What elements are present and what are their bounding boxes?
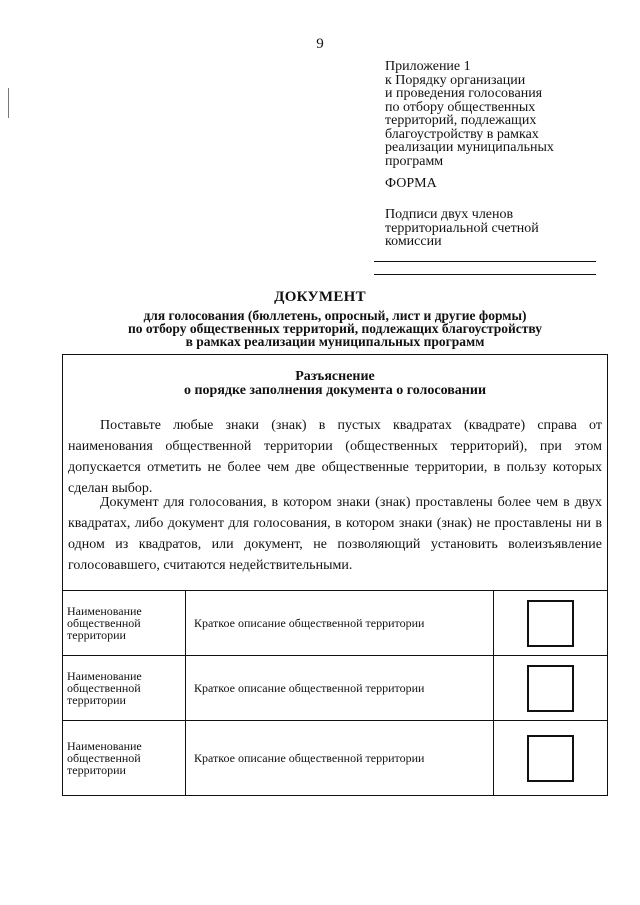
appendix-line: реализации муниципальных: [385, 140, 554, 155]
ballot-table: [62, 590, 608, 796]
territory-name-cell: [63, 656, 186, 721]
signatures-line: комиссии: [385, 234, 442, 249]
appendix-line: благоустройству в рамках: [385, 126, 539, 142]
territory-name-line: Наименование: [67, 604, 142, 618]
explanation-title: [62, 370, 608, 398]
territory-name-cell: [63, 591, 186, 656]
explanation-title-line: Разъяснение: [295, 369, 375, 384]
territory-name-line: общественной: [67, 681, 141, 695]
territory-description-cell: Краткое описание общественной территории: [186, 721, 494, 796]
vote-box-cell: [494, 591, 608, 656]
appendix-line: к Порядку организации: [385, 72, 526, 88]
form-label: ФОРМА: [385, 176, 437, 191]
signature-line-2[interactable]: [374, 274, 596, 275]
vote-checkbox[interactable]: [527, 600, 574, 647]
appendix-line: Приложение 1: [385, 59, 471, 74]
signatures-line: Подписи двух членов: [385, 207, 514, 222]
page-number: 9: [316, 36, 324, 52]
territory-description-cell: Краткое описание общественной территории: [186, 656, 494, 721]
appendix-header: [385, 60, 615, 168]
explanation-paragraph-2: Документ для голосования, в котором знаки (знак) проставлены более чем в двух квадратах, либо документ для голосования, в котором знаки (знак) не проставлены ни в одном из квадратов, или документ, не позволяющий установить волеизъявление голосовавшего, считаются недействительными.: [68, 495, 602, 573]
document-subtitle-line: для голосования (бюллетень, опросный, лист и другие формы): [143, 308, 527, 323]
territory-name-line: Наименование: [67, 739, 142, 753]
territory-name-line: территории: [67, 628, 126, 642]
territory-name-line: территории: [67, 693, 126, 707]
document-subtitle-line: в рамках реализации муниципальных программ: [185, 334, 485, 349]
vote-checkbox[interactable]: [527, 735, 574, 782]
appendix-line: программ: [385, 153, 444, 169]
document-subtitle: [60, 309, 610, 348]
appendix-line: по отбору общественных: [385, 99, 536, 115]
territory-description-cell: Краткое описание общественной территории: [186, 591, 494, 656]
vote-box-cell: [494, 656, 608, 721]
explanation-paragraph-1: Поставьте любые знаки (знак) в пустых квадратах (квадрате) справа от наименования общественной территории (общественных территорий), при этом допускается отметить не более чем две общественные территории, в пользу которых сделан выбор.: [68, 418, 602, 496]
appendix-line: территорий, подлежащих: [385, 113, 537, 128]
scan-margin-mark: [8, 88, 9, 118]
territory-name-line: общественной: [67, 616, 141, 630]
vote-checkbox[interactable]: [527, 665, 574, 712]
document-title: ДОКУМЕНТ: [274, 289, 366, 305]
signature-line-1[interactable]: [374, 261, 596, 262]
territory-name-line: общественной: [67, 751, 141, 765]
territory-name-line: территории: [67, 763, 126, 777]
signatures-label: [385, 208, 615, 249]
territory-name-line: Наименование: [67, 669, 142, 683]
appendix-line: и проведения голосования: [385, 86, 543, 101]
explanation-title-line: о порядке заполнения документа о голосовании: [183, 383, 487, 398]
table-row: [63, 656, 608, 721]
document-subtitle-line: по отбору общественных территорий, подлежащих благоустройству: [127, 321, 542, 336]
table-row: [63, 591, 608, 656]
signatures-line: территориальной счетной: [385, 220, 539, 236]
table-row: [63, 721, 608, 796]
vote-box-cell: [494, 721, 608, 796]
territory-name-cell: [63, 721, 186, 796]
